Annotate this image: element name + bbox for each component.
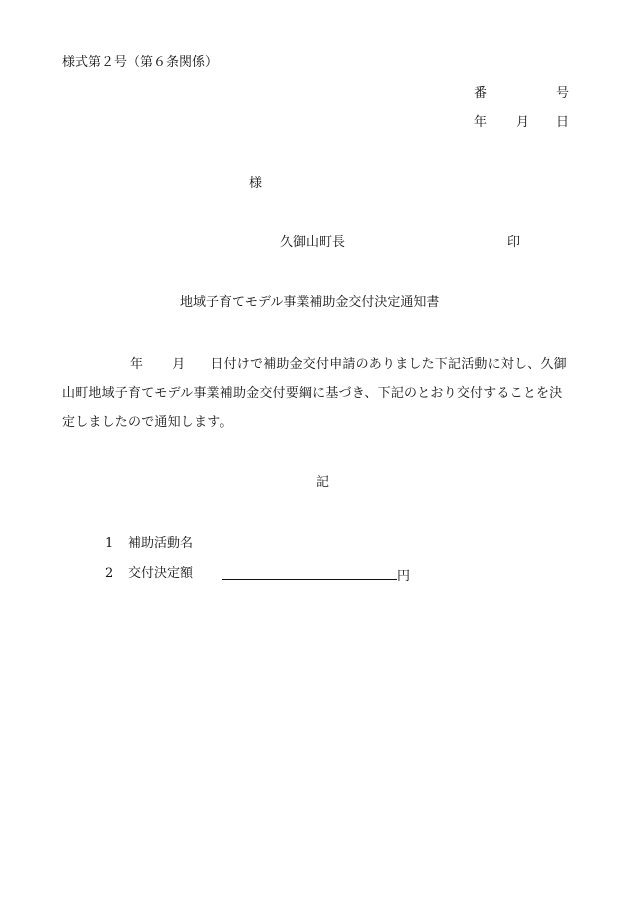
date-month-label: 月 — [516, 115, 530, 130]
amount-unit: 円 — [397, 569, 411, 584]
ki-heading: 記 — [316, 475, 330, 490]
body-paragraph — [62, 350, 582, 437]
seal-mark: 印 — [507, 235, 521, 250]
body-line-3: 定しましたので通知します。 — [62, 415, 233, 430]
item-1-label: 補助活動名 — [128, 536, 194, 551]
date-year-label: 年 — [474, 115, 488, 130]
number-label-go: 号 — [556, 86, 570, 101]
item-1-number: 1 — [105, 536, 114, 551]
body-year: 年 — [130, 357, 144, 372]
item-2-label: 交付決定額 — [128, 566, 194, 581]
sender-name: 久御山町長 — [280, 235, 346, 250]
body-line-2: 山町地域子育てモデル事業補助金交付要綱に基づき、下記のとおり交付することを決 — [62, 386, 563, 401]
form-label: 様式第２号（第６条関係） — [62, 55, 219, 70]
body-line-1-text: 日付けで補助金交付申請のありました下記活動に対し、久御 — [210, 357, 567, 372]
item-2-number: 2 — [105, 566, 114, 581]
amount-blank-line — [222, 567, 397, 580]
amount-row — [216, 567, 410, 583]
recipient-sama: 様 — [249, 176, 263, 191]
body-month: 月 — [172, 357, 186, 372]
date-day-label: 日 — [556, 115, 570, 130]
document-title: 地域子育てモデル事業補助金交付決定通知書 — [180, 295, 440, 310]
body-line-1 — [62, 350, 582, 379]
number-label-ban: 番 — [474, 86, 488, 101]
